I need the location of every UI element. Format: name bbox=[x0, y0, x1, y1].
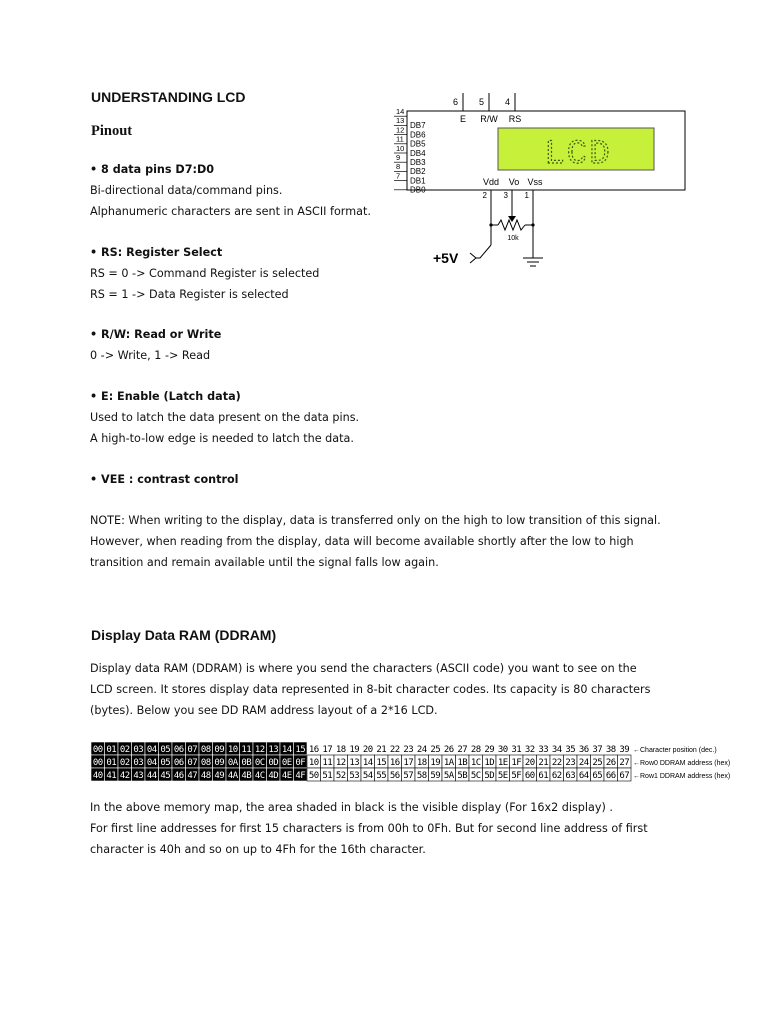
memory-cell-value: 02 bbox=[119, 758, 130, 768]
section-line: Used to latch the data present on the data pins. bbox=[90, 411, 360, 424]
memory-cell-value: 09 bbox=[214, 758, 225, 768]
memory-cell-value: 06 bbox=[173, 758, 184, 768]
memory-cell-value: 66 bbox=[605, 771, 616, 781]
memory-cell-value: 58 bbox=[416, 771, 427, 781]
memory-cell-value: 28 bbox=[470, 745, 481, 755]
pin-number: 4 bbox=[504, 97, 510, 107]
memory-cell-value: 48 bbox=[200, 771, 211, 781]
supply-symbol bbox=[433, 245, 491, 266]
memory-cell-value: 01 bbox=[106, 745, 117, 755]
pin-row-label: DB0 bbox=[410, 185, 426, 195]
memory-cell-value: 12 bbox=[335, 758, 346, 768]
memory-cell-value: 14 bbox=[362, 758, 373, 768]
page-title: UNDERSTANDING LCD bbox=[91, 89, 246, 105]
memory-cell-value: 22 bbox=[551, 758, 562, 768]
memory-cell-value: 0B bbox=[241, 758, 252, 768]
memory-cell-value: 10 bbox=[308, 758, 319, 768]
memory-cell-value: 37 bbox=[592, 745, 603, 755]
section-enable bbox=[90, 386, 359, 449]
memory-cell-value: 03 bbox=[133, 758, 144, 768]
memory-cell-value: 21 bbox=[376, 745, 387, 755]
memory-cell-value: 5F bbox=[511, 771, 522, 781]
pin-row-label: DB7 bbox=[410, 121, 426, 131]
pin-label: Vdd bbox=[482, 177, 500, 187]
memory-cell-value: 04 bbox=[146, 745, 157, 755]
supply-label: +5V bbox=[433, 250, 459, 266]
memory-cell-value: 47 bbox=[187, 771, 198, 781]
memory-cell-value: 18 bbox=[335, 745, 346, 755]
memory-cell-value: 12 bbox=[254, 745, 265, 755]
memory-cell-value: 02 bbox=[119, 745, 130, 755]
memory-cell-value: 4C bbox=[254, 771, 265, 781]
memory-cell-value: 4F bbox=[295, 771, 306, 781]
memory-cell-value: 01 bbox=[106, 758, 117, 768]
section-line: Bi-directional data/command pins. bbox=[90, 184, 283, 197]
pin-number: 1 bbox=[524, 191, 529, 200]
pin-row-number: 14 bbox=[396, 107, 405, 116]
section-line: Alphanumeric characters are sent in ASCII format. bbox=[90, 205, 371, 218]
potentiometer-symbol bbox=[489, 209, 534, 242]
memory-cell-value: 51 bbox=[322, 771, 333, 781]
memory-cell-value: 60 bbox=[524, 771, 535, 781]
closing-paragraph bbox=[90, 797, 648, 860]
memory-cell-value: 33 bbox=[538, 745, 549, 755]
section-heading: • 8 data pins D7:D0 bbox=[90, 163, 215, 176]
section-heading: • R/W: Read or Write bbox=[90, 328, 222, 341]
memory-cell-value: 50 bbox=[308, 771, 319, 781]
memory-cell-value: 1C bbox=[470, 758, 481, 768]
memory-cell-value: 26 bbox=[443, 745, 454, 755]
memory-cell-value: 25 bbox=[430, 745, 441, 755]
memory-cell-value: 5A bbox=[443, 771, 454, 781]
section-heading: • RS: Register Select bbox=[90, 246, 223, 259]
section-line: A high-to-low edge is needed to latch the data. bbox=[90, 432, 354, 445]
memory-cell-value: 4B bbox=[241, 771, 252, 781]
note-paragraph bbox=[90, 510, 661, 573]
memory-cell-value: 29 bbox=[484, 745, 495, 755]
memory-cell-value: 5D bbox=[484, 771, 495, 781]
memory-row-label: ←Row1 DDRAM address (hex) bbox=[633, 773, 731, 780]
memory-cell-value: 52 bbox=[335, 771, 346, 781]
memory-cell-value: 44 bbox=[146, 771, 157, 781]
section-data-pins bbox=[90, 159, 371, 222]
memory-cell-value: 22 bbox=[389, 745, 400, 755]
memory-cell-value: 5E bbox=[497, 771, 508, 781]
pin-row-number: 12 bbox=[396, 125, 405, 135]
memory-cell-value: 5C bbox=[470, 771, 481, 781]
memory-cell-value: 62 bbox=[551, 771, 562, 781]
memory-cell-value: 00 bbox=[92, 745, 103, 755]
memory-cell-value: 32 bbox=[524, 745, 535, 755]
memory-cell-value: 09 bbox=[214, 745, 225, 755]
pin-row-number: 13 bbox=[396, 116, 405, 126]
lcd-screen-text: LCD bbox=[544, 136, 612, 174]
memory-cell-value: 13 bbox=[268, 745, 279, 755]
memory-cell-value: 25 bbox=[592, 758, 603, 768]
section-vee bbox=[90, 469, 239, 490]
pin-label: RS bbox=[508, 114, 522, 124]
pin-label: E bbox=[459, 114, 467, 124]
memory-cell-value: 1F bbox=[511, 758, 522, 768]
memory-cell-value: 4A bbox=[227, 771, 238, 781]
memory-cell-value: 08 bbox=[200, 745, 211, 755]
memory-cell-value: 00 bbox=[92, 758, 103, 768]
memory-cell-value: 21 bbox=[538, 758, 549, 768]
memory-cell-value: 4D bbox=[268, 771, 279, 781]
memory-cell-value: 34 bbox=[551, 745, 562, 755]
memory-cell-value: 30 bbox=[497, 745, 508, 755]
memory-cell-value: 27 bbox=[457, 745, 468, 755]
memory-cell-value: 13 bbox=[349, 758, 360, 768]
memory-cell-value: 24 bbox=[578, 758, 589, 768]
memory-cell-value: 11 bbox=[241, 745, 252, 755]
memory-cell-value: 0C bbox=[254, 758, 265, 768]
memory-cell-value: 59 bbox=[430, 771, 441, 781]
memory-cell-value: 20 bbox=[524, 758, 535, 768]
closing-line: For first line addresses for first 15 characters is from 00h to 0Fh. But for second line address of first bbox=[90, 822, 648, 835]
memory-cell-value: 55 bbox=[376, 771, 387, 781]
memory-cell-value: 41 bbox=[106, 771, 117, 781]
memory-cell-value: 17 bbox=[403, 758, 414, 768]
pin-row-label: DB3 bbox=[410, 158, 426, 167]
memory-cell-value: 46 bbox=[173, 771, 184, 781]
memory-cell-value: 16 bbox=[308, 745, 319, 755]
section-line: RS = 1 -> Data Register is selected bbox=[90, 288, 289, 301]
pin-label: Vss bbox=[527, 177, 543, 187]
ddram-line: LCD screen. It stores display data represented in 8-bit character codes. Its capacity is 80 characters bbox=[90, 683, 651, 696]
memory-cell-value: 35 bbox=[565, 745, 576, 755]
memory-cell-value: 67 bbox=[619, 771, 630, 781]
section-line: 0 -> Write, 1 -> Read bbox=[90, 349, 211, 362]
pin-number: 2 bbox=[482, 191, 487, 200]
memory-cell-value: 20 bbox=[362, 745, 373, 755]
section-line: RS = 0 -> Command Register is selected bbox=[90, 267, 320, 280]
memory-cell-value: 40 bbox=[92, 771, 103, 781]
note-line: transition and remain available until the signal falls low again. bbox=[90, 556, 439, 569]
ddram-paragraph bbox=[90, 658, 650, 721]
memory-cell-value: 56 bbox=[389, 771, 400, 781]
memory-cell-value: 0A bbox=[227, 758, 238, 768]
pin-label: R/W bbox=[480, 114, 498, 124]
memory-cell-value: 1A bbox=[443, 758, 454, 768]
memory-cell-value: 1B bbox=[457, 758, 468, 768]
pin-number: 6 bbox=[452, 97, 458, 107]
pin-number: 5 bbox=[478, 97, 484, 107]
memory-row-label: ←Character position (dec.) bbox=[633, 747, 717, 754]
pin-row-label: DB4 bbox=[410, 148, 426, 158]
memory-cell-value: 19 bbox=[430, 758, 441, 768]
memory-cell-value: 03 bbox=[133, 745, 144, 755]
memory-cell-value: 08 bbox=[200, 758, 211, 768]
memory-cell-value: 16 bbox=[389, 758, 400, 768]
memory-cell-value: 5B bbox=[457, 771, 468, 781]
memory-cell-value: 38 bbox=[605, 745, 616, 755]
pin-row-number: 8 bbox=[396, 162, 401, 172]
closing-line: character is 40h and so on up to 4Fh for the 16th character. bbox=[90, 843, 426, 856]
memory-cell-value: 10 bbox=[227, 745, 238, 755]
memory-cell-value: 27 bbox=[619, 758, 630, 768]
memory-cell-value: 36 bbox=[578, 745, 589, 755]
memory-row-label: ←Row0 DDRAM address (hex) bbox=[633, 760, 731, 767]
memory-cell-value: 39 bbox=[619, 745, 630, 755]
memory-cell-value: 1E bbox=[497, 758, 508, 768]
ddram-line: Display data RAM (DDRAM) is where you send the characters (ASCII code) you want to see on the bbox=[90, 662, 637, 675]
memory-cell-value: 57 bbox=[403, 771, 414, 781]
pin-row-label: DB6 bbox=[410, 130, 426, 140]
memory-cell-value: 04 bbox=[146, 758, 157, 768]
memory-cell-value: 0D bbox=[268, 758, 279, 768]
ddram-line: (bytes). Below you see DD RAM address layout of a 2*16 LCD. bbox=[90, 704, 438, 717]
memory-cell-value: 31 bbox=[511, 745, 522, 755]
memory-cell-value: 64 bbox=[578, 771, 589, 781]
memory-cell-value: 26 bbox=[605, 758, 616, 768]
pin-row-label: DB1 bbox=[410, 176, 426, 186]
pin-row-number: 7 bbox=[396, 171, 401, 181]
memory-cell-value: 4E bbox=[281, 771, 292, 781]
note-line: However, when reading from the display, data will become available shortly after the low to high bbox=[90, 535, 634, 548]
memory-cell-value: 61 bbox=[538, 771, 549, 781]
memory-cell-value: 06 bbox=[173, 745, 184, 755]
memory-cell-value: 05 bbox=[160, 745, 171, 755]
memory-cell-value: 19 bbox=[349, 745, 360, 755]
pin-label: Vo bbox=[508, 177, 520, 187]
memory-cell-value: 65 bbox=[592, 771, 603, 781]
memory-cell-value: 53 bbox=[349, 771, 360, 781]
section-rw bbox=[90, 324, 221, 366]
lcd-pinout-diagram bbox=[388, 93, 688, 273]
memory-cell-value: 0F bbox=[295, 758, 306, 768]
section-heading: • VEE : contrast control bbox=[90, 473, 239, 486]
memory-cell-value: 42 bbox=[119, 771, 130, 781]
memory-cell-value: 11 bbox=[322, 758, 333, 768]
memory-cell-value: 1D bbox=[484, 758, 495, 768]
pinout-heading: Pinout bbox=[91, 123, 133, 139]
memory-cell-value: 63 bbox=[565, 771, 576, 781]
pin-row-label: DB2 bbox=[410, 167, 426, 177]
pin-row-number: 9 bbox=[396, 153, 401, 162]
pin-number: 3 bbox=[503, 191, 508, 200]
memory-cell-value: 18 bbox=[416, 758, 427, 768]
section-heading: • E: Enable (Latch data) bbox=[90, 390, 241, 403]
top-pins bbox=[453, 93, 521, 124]
memory-cell-value: 17 bbox=[322, 745, 333, 755]
memory-cell-value: 07 bbox=[187, 745, 198, 755]
memory-cell-value: 45 bbox=[160, 771, 171, 781]
memory-cell-value: 14 bbox=[281, 745, 292, 755]
memory-cell-value: 54 bbox=[362, 771, 373, 781]
section-rs bbox=[90, 242, 319, 305]
memory-cell-value: 15 bbox=[295, 745, 306, 755]
ddram-memory-map bbox=[91, 742, 751, 784]
note-line: NOTE: When writing to the display, data is transferred only on the high to low transition of this signal. bbox=[90, 514, 661, 527]
ground-symbol bbox=[523, 258, 543, 266]
closing-line: In the above memory map, the area shaded in black is the visible display (For 16x2 display) . bbox=[90, 801, 613, 814]
memory-cell-value: 23 bbox=[565, 758, 576, 768]
pin-row-label: DB5 bbox=[410, 139, 426, 149]
memory-cell-value: 23 bbox=[403, 745, 414, 755]
memory-cell-value: 24 bbox=[416, 745, 427, 755]
memory-cell-value: 05 bbox=[160, 758, 171, 768]
pin-row-number: 10 bbox=[396, 143, 405, 153]
ddram-heading: Display Data RAM (DDRAM) bbox=[91, 627, 277, 643]
memory-cell-value: 15 bbox=[376, 758, 387, 768]
potentiometer-label: 10k bbox=[507, 235, 519, 242]
pin-row-number: 11 bbox=[396, 134, 404, 144]
memory-cell-value: 0E bbox=[281, 758, 292, 768]
memory-cell-value: 49 bbox=[214, 771, 225, 781]
memory-cell-value: 07 bbox=[187, 758, 198, 768]
memory-cell-value: 43 bbox=[133, 771, 144, 781]
